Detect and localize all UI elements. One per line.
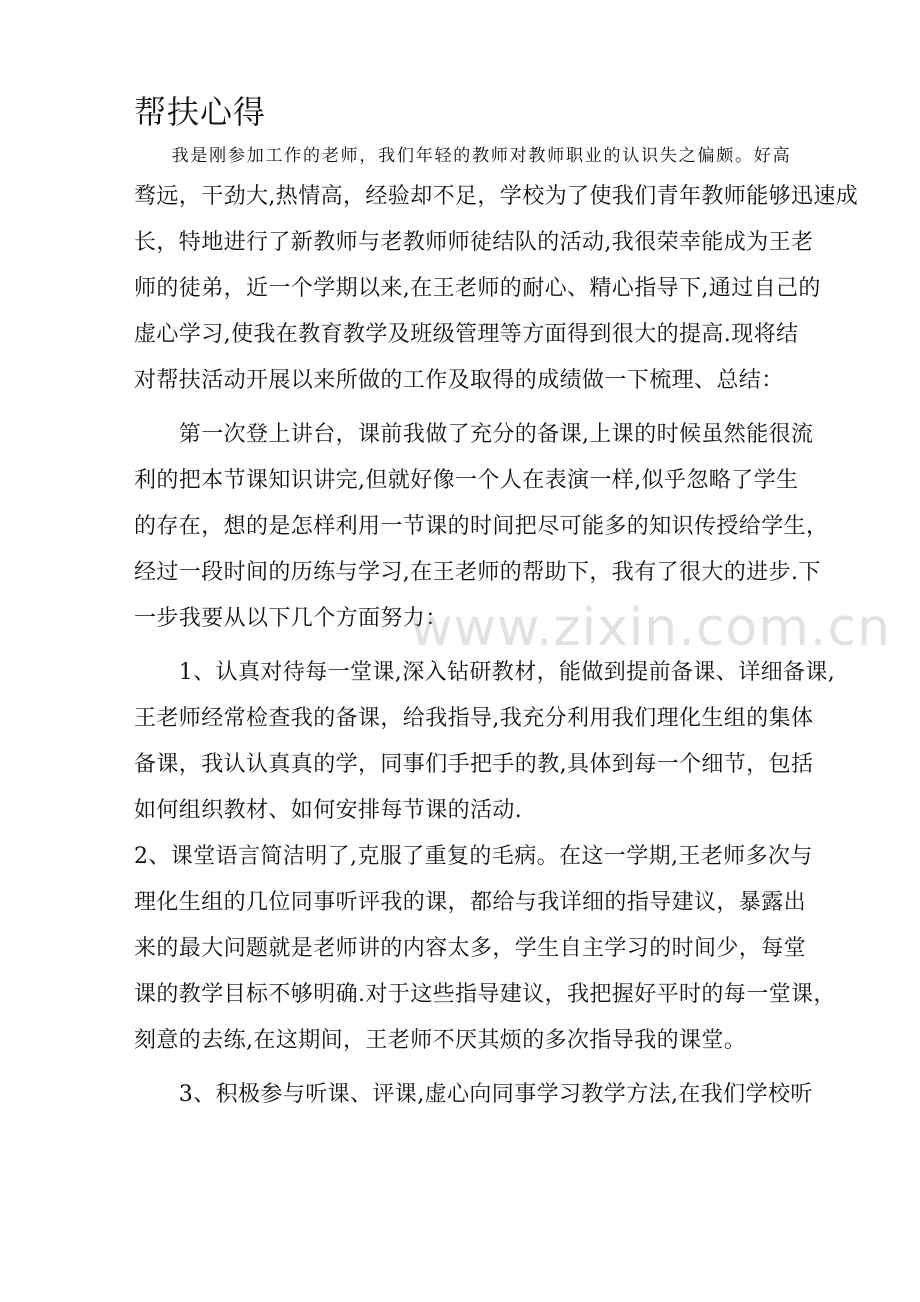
- text-line: 虚心学习,使我在教育教学及班级管理等方面得到很大的提高.现将结: [134, 322, 799, 347]
- text-line: 骛远，干劲大,热情高，经验却不足，学校为了使我们青年教师能够迅速成: [134, 184, 859, 209]
- text-line: 3、积极参与听课、评课,虚心向同事学习教学方法,在我们学校听: [134, 1082, 813, 1107]
- watermark-text: www.zixin.com.cn: [410, 598, 891, 658]
- text-line: 一步我要从以下几个方面努力：: [134, 606, 448, 631]
- text-line: 刻意的去练,在这期间，王老师不厌其烦的多次指导我的课堂。: [134, 1028, 747, 1053]
- document-title: 帮扶心得: [134, 93, 267, 131]
- text-line: 理化生组的几位同事听评我的课，都给与我详细的指导建议，暴露出: [134, 890, 807, 915]
- text-line: 课的教学目标不够明确.对于这些指导建议，我把握好平时的每一堂课，: [134, 982, 836, 1007]
- text-line: 来的最大问题就是老师讲的内容太多，学生自主学习的时间少，每堂: [134, 936, 807, 961]
- text-line: 经过一段时间的历练与学习,在王老师的帮助下，我有了很大的进步.下: [134, 560, 821, 585]
- text-line: 2、课堂语言简洁明了,克服了重复的毛病。在这一学期,王老师多次与: [134, 844, 813, 869]
- text-line: 对帮扶活动开展以来所做的工作及取得的成绩做一下梳理、总结：: [134, 368, 784, 393]
- text-line: 1、认真对待每一堂课,深入钻研教材，能做到提前备课、详细备课,: [134, 660, 836, 685]
- text-line: 的存在，想的是怎样利用一节课的时间把尽可能多的知识传授给学生，: [134, 514, 829, 539]
- text-line: 如何组织教材、如何安排每节课的活动.: [134, 798, 523, 823]
- text-line: 第一次登上讲台，课前我做了充分的备课,上课的时候虽然能很流: [134, 422, 814, 447]
- text-line: 师的徒弟，近一个学期以来,在王老师的耐心、精心指导下,通过自己的: [134, 276, 821, 301]
- text-line: 备课，我认认真真的学，同事们手把手的教,具体到每一个细节，包括: [134, 752, 814, 777]
- document-body: [134, 138, 859, 1118]
- text-line: 利的把本节课知识讲完,但就好像一个人在表演一样,似乎忽略了学生: [134, 468, 799, 493]
- text-line: 王老师经常检查我的备课，给我指导,我充分利用我们理化生组的集体: [134, 706, 814, 731]
- text-line: 我是刚参加工作的老师，我们年轻的教师对教师职业的认识失之偏颇。好高: [134, 146, 790, 166]
- text-line: 长，特地进行了新教师与老教师师徒结队的活动,我很荣幸能成为王老: [134, 230, 814, 255]
